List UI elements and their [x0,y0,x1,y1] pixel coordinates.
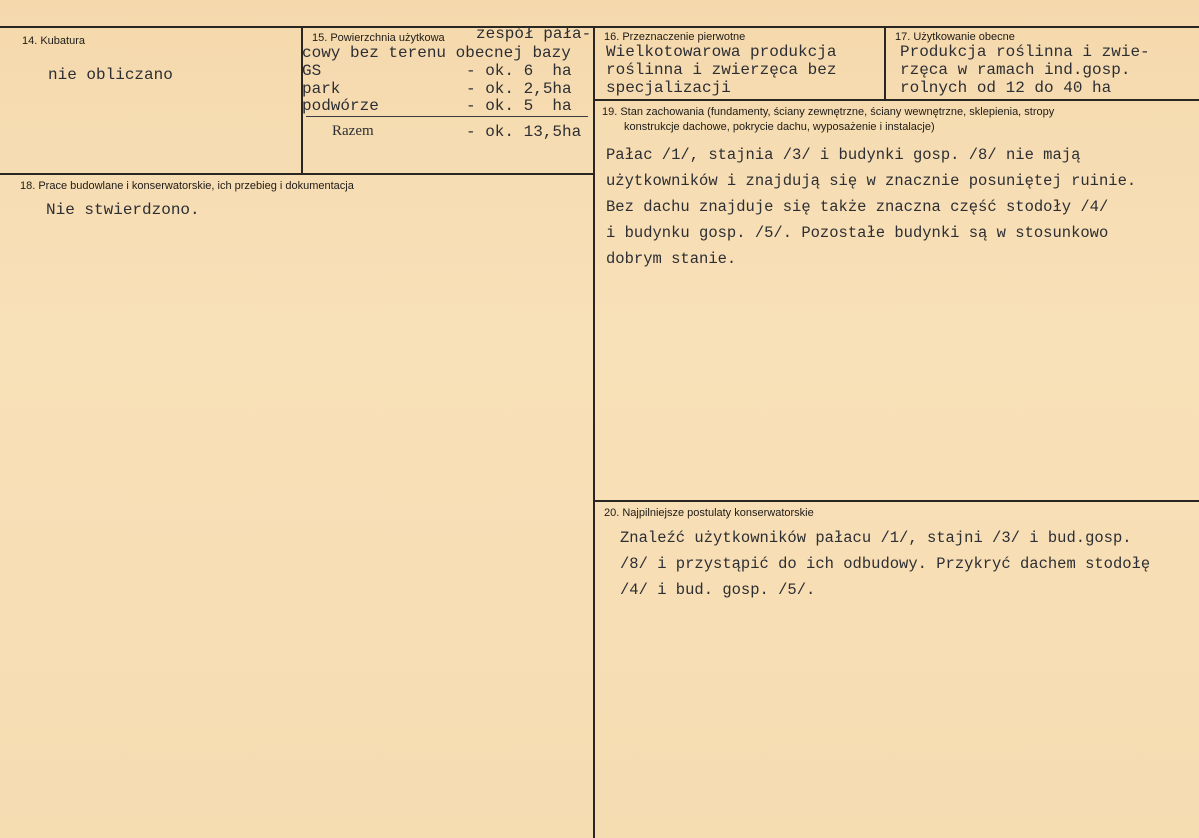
field-15-label: 15. Powierzchnia użytkowa [312,32,445,44]
divider-row-20 [594,500,1199,502]
field-19-line: Pałac /1/, stajnia /3/ i budynki gosp. /8/ nie mają [606,146,1081,164]
field-19-label-cont: konstrukcje dachowe, pokrycie dachu, wyposażenie i instalacje) [624,121,935,133]
field-16-line: roślinna i zwierzęca bez [606,61,837,79]
field-20-line: /8/ i przystąpić do ich odbudowy. Przykryć dachem stodołę [620,555,1151,573]
field-17-line: rzęca w ramach ind.gosp. [900,61,1131,79]
field-16-line: specjalizacji [606,79,731,97]
field-20-label: 20. Najpilniejsze postulaty konserwatorskie [604,507,814,519]
field-15-head1: zespół pała- [476,25,592,43]
divider-row-19 [594,99,1199,101]
field-19-line: dobrym stanie. [606,250,737,268]
field-17-line: rolnych od 12 do 40 ha [900,79,1112,97]
field-17-line: Produkcja roślinna i zwie- [900,43,1150,61]
field-18-value: Nie stwierdzono. [46,201,200,219]
field-14-value: nie obliczano [48,66,173,84]
field-19-line: użytkowników i znajdują się w znacznie posuniętej ruinie. [606,172,1137,190]
field-15-sum-rule [306,116,588,117]
field-15-head2: cowy bez terenu obecnej bazy [302,44,571,62]
field-20-line: Znaleźć użytkowników pałacu /1/, stajni /3/ i bud.gosp. [620,529,1132,547]
field-20-line: /4/ i bud. gosp. /5/. [620,581,816,599]
field-16-label: 16. Przeznaczenie pierwotne [604,31,746,43]
field-16-line: Wielkotowarowa produkcja [606,43,837,61]
field-15-row-name: podwórze [302,97,379,115]
field-15-row-value: - ok. 2,5ha [466,80,572,98]
field-19-line: i budynku gosp. /5/. Pozostałe budynki są w stosunkowo [606,224,1109,242]
field-15-row-name: GS [302,62,322,80]
field-15-total-name: Razem [332,123,374,139]
field-15-row-value: - ok. 5 ha [466,97,572,115]
field-18-label: 18. Prace budowlane i konserwatorskie, ich przebieg i dokumentacja [20,180,354,192]
field-15-row-value: - ok. 6 ha [466,62,572,80]
divider-row-18 [0,173,594,175]
field-15-total-value: - ok. 13,5ha [466,123,582,141]
top-border [0,26,1199,28]
field-19-label: 19. Stan zachowania (fundamenty, ściany zewnętrzne, ściany wewnętrzne, sklepienia, stropy [602,106,1055,118]
field-14-label: 14. Kubatura [22,35,85,47]
divider-16-17 [884,27,886,99]
field-17-label: 17. Użytkowanie obecne [895,31,1015,43]
field-19-line: Bez dachu znajduje się także znaczna część stodoły /4/ [606,198,1109,216]
divider-15-16 [593,27,595,838]
field-15-row-name: park [302,80,341,98]
